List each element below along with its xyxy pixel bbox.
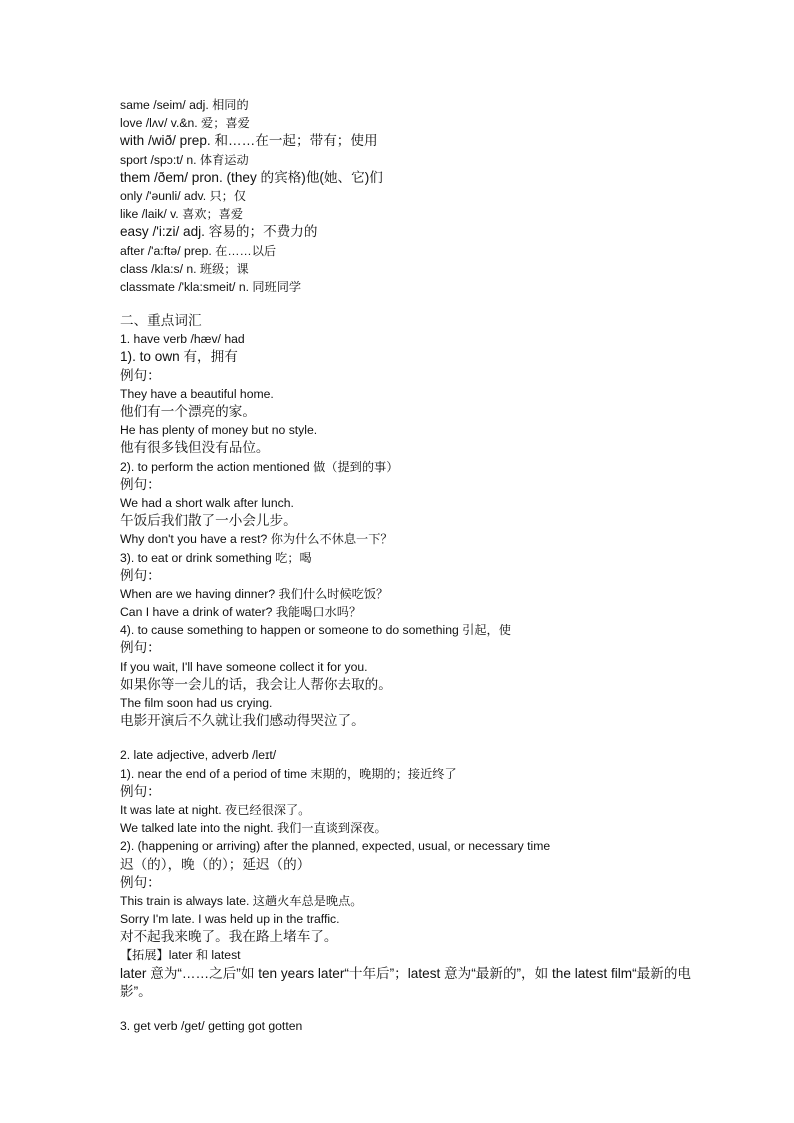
entry-line: 迟（的），晚（的）；延迟（的）	[120, 856, 311, 872]
vocab-item: classmate /'kla:smeit/ n. 同班同学	[120, 279, 302, 294]
document-body	[120, 96, 720, 1035]
entry-line: Can I have a drink of water? 我能喝口水吗？	[120, 605, 362, 620]
entry-head-late: 2. late adjective, adverb /leɪt/	[120, 748, 277, 763]
vocab-item: them /ðem/ pron. (they 的宾格)他(她、它)们	[120, 169, 383, 185]
entry-line: 例句：	[120, 476, 161, 492]
spacer	[120, 296, 720, 312]
entry-line: 例句：	[120, 567, 161, 583]
section-heading: 二、重点词汇	[120, 313, 202, 329]
entry-line: 对不起我来晚了。我在路上堵车了。	[120, 929, 338, 945]
extension-text: later 意为“……之后”如 ten years later“十年后”；latest 意为“最新的”，如 the latest film“最新的电影”。	[120, 965, 692, 999]
entry-line: 2). (happening or arriving) after the planned, expected, usual, or necessary time	[120, 839, 551, 854]
vocab-item: with /wið/ prep. 和……在一起；带有；使用	[120, 133, 378, 149]
entry-line: 1). near the end of a period of time 末期的，晚期的；接近终了	[120, 766, 457, 781]
entry-line: 午饭后我们散了一小会儿步。	[120, 513, 297, 529]
entry-line: 3). to eat or drink something 吃；喝	[120, 550, 312, 565]
entry-line: 例句：	[120, 367, 161, 383]
entry-line: 例句：	[120, 640, 161, 656]
vocab-item: after /'a:ftə/ prep. 在……以后	[120, 243, 277, 258]
entry-line: If you wait, I'll have someone collect it for you.	[120, 659, 368, 674]
spacer	[120, 730, 720, 746]
entry-line: 电影开演后不久就让我们感动得哭泣了。	[120, 713, 365, 729]
entry-line: 他有很多钱但没有品位。	[120, 440, 270, 456]
vocab-item: only /'əunli/ adv. 只；仅	[120, 188, 247, 203]
entry-line: The film soon had us crying.	[120, 696, 273, 710]
spacer	[120, 1001, 720, 1017]
entry-line: 4). to cause something to happen or someone to do something 引起，使	[120, 623, 511, 638]
entry-late-body	[120, 765, 720, 965]
entry-head-get: 3. get verb /get/ getting got gotten	[120, 1018, 303, 1033]
vocab-item: like /laik/ v. 喜欢；喜爱	[120, 207, 244, 222]
entry-line: We had a short walk after lunch.	[120, 495, 294, 510]
entry-line: 2). to perform the action mentioned 做（提到的事）	[120, 459, 399, 474]
entry-line: 如果你等一会儿的话，我会让人帮你去取的。	[120, 676, 392, 692]
entry-line: We talked late into the night. 我们一直谈到深夜。	[120, 821, 387, 836]
vocab-item: love /lʌv/ v.&n. 爱；喜爱	[120, 116, 250, 131]
entry-line: 【拓展】later 和 latest	[120, 948, 241, 963]
vocab-list	[120, 96, 720, 296]
entry-line: 1). to own 有，拥有	[120, 349, 238, 365]
entry-line: This train is always late. 这趟火车总是晚点。	[120, 893, 363, 908]
entry-have-body	[120, 348, 720, 730]
entry-line: 例句：	[120, 874, 161, 890]
vocab-item: easy /'i:zi/ adj. 容易的；不费力的	[120, 224, 318, 240]
entry-line: It was late at night. 夜已经很深了。	[120, 802, 311, 817]
entry-line: When are we having dinner? 我们什么时候吃饭？	[120, 586, 389, 601]
entry-line: They have a beautiful home.	[120, 386, 274, 401]
entry-line: He has plenty of money but no style.	[120, 423, 318, 438]
entry-line: 他们有一个漂亮的家。	[120, 404, 256, 419]
entry-line: Sorry I'm late. I was held up in the traffic.	[120, 912, 340, 927]
entry-head-have: 1. have verb /hæv/ had	[120, 332, 245, 347]
entry-line: 例句：	[120, 783, 161, 799]
vocab-item: sport /spɔ:t/ n. 体育运动	[120, 152, 249, 167]
vocab-item: class /kla:s/ n. 班级；课	[120, 261, 249, 276]
entry-line: Why don't you have a rest? 你为什么不休息一下？	[120, 532, 393, 547]
vocab-item: same /seim/ adj. 相同的	[120, 98, 249, 112]
